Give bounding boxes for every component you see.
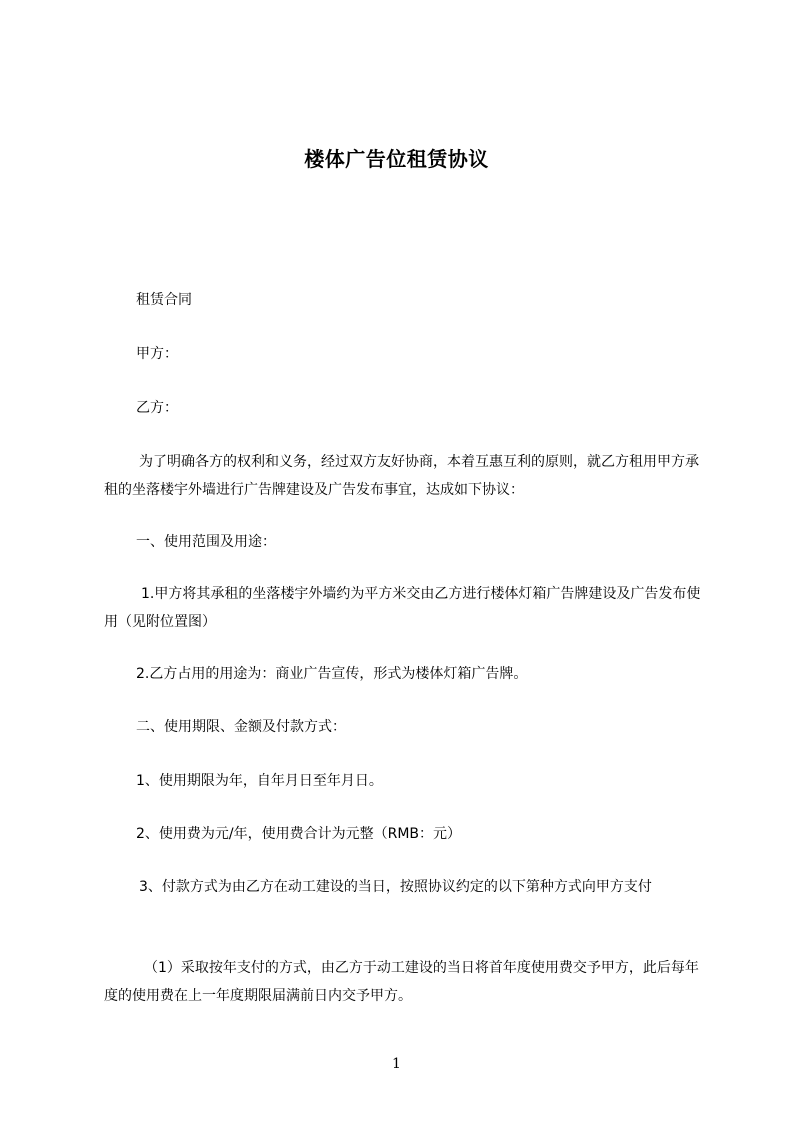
paragraph-clause-2-1: 1、使用期限为年，自年月日至年月日。 bbox=[136, 773, 383, 789]
paragraph-preamble: 为了明确各方的权利和义务，经过双方友好协商，本着互惠互利的原则，就乙方租用甲方承租的坐落楼宇外墙进行广告牌建设及广告发布事宜，达成如下协议： bbox=[104, 454, 699, 498]
paragraph-clause-2-3: 3、付款方式为由乙方在动工建设的当日，按照协议约定的以下第种方式向甲方支付 bbox=[139, 879, 652, 895]
section-heading-term-payment: 二、使用期限、金额及付款方式： bbox=[136, 719, 346, 735]
paragraph-clause-2-3-1: （1）采取按年支付的方式，由乙方于动工建设的当日将首年度使用费交予甲方，此后每年度的使用费在上一年度期限届满前日内交予甲方。 bbox=[104, 960, 699, 1004]
paragraph-clause-1-2: 2.乙方占用的用途为：商业广告宣传，形式为楼体灯箱广告牌。 bbox=[136, 666, 528, 682]
paragraph-clause-1-1: 1.甲方将其承租的坐落楼宇外墙约为平方米交由乙方进行楼体灯箱广告牌建设及广告发布使用（见附位置图） bbox=[104, 586, 701, 630]
page-number: 1 bbox=[392, 1056, 401, 1072]
paragraph-clause-2-2: 2、使用费为元/年，使用费合计为元整（RMB：元） bbox=[136, 826, 462, 842]
paragraph-party-a: 甲方： bbox=[136, 346, 178, 362]
section-heading-scope: 一、使用范围及用途： bbox=[136, 534, 276, 550]
paragraph-party-b: 乙方： bbox=[136, 400, 178, 416]
document-title: 楼体广告位租赁协议 bbox=[304, 147, 489, 171]
paragraph-lease-contract: 租赁合同 bbox=[136, 292, 192, 308]
